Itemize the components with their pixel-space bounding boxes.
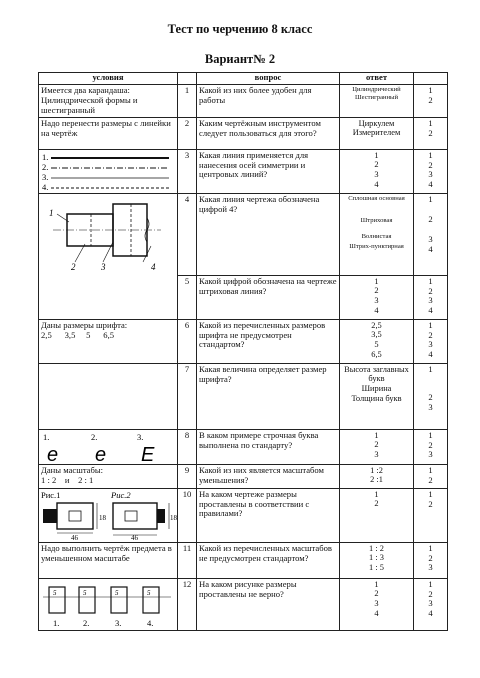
answer-option: 1 <box>374 276 379 286</box>
table-header-row <box>39 73 448 85</box>
answer-option: Цилиндрический <box>352 86 401 93</box>
condition-cell: Надо перенести размеры с линейки на чертёж <box>39 117 178 149</box>
answer-code[interactable]: 4 <box>428 608 433 619</box>
question-cell: В каком примере строчная буква выполнена по стандарту? <box>197 429 340 464</box>
question-cell: Какой из перечисленных размеров шрифта не предусмотрен стандартом? <box>197 319 340 363</box>
answer-option: Толщина букв <box>351 393 402 403</box>
answer-code[interactable]: 2 <box>428 285 433 296</box>
table-row <box>39 149 448 193</box>
question-number: 3 <box>178 149 197 193</box>
answer-option: 1 <box>374 579 379 589</box>
leader-label: 2 <box>71 261 76 272</box>
answer-option: Штрих-пунктирная <box>349 242 404 250</box>
question-number: 9 <box>178 464 197 488</box>
figure-label: 4. <box>147 617 154 628</box>
table-row <box>39 363 448 429</box>
answer-code[interactable]: 4 <box>428 349 433 360</box>
answer-code[interactable]: 2 <box>428 213 433 224</box>
answer-option: 1 : 2 <box>369 543 384 553</box>
table-row <box>39 464 448 488</box>
answer-option: 1 : 5 <box>369 562 384 572</box>
answer-cell <box>340 488 414 542</box>
dimension-label: 5 <box>83 588 87 597</box>
answer-option: 3 <box>374 449 379 459</box>
line-label: 4. <box>42 181 49 191</box>
answer-option: Ширина <box>361 383 392 393</box>
answer-option: 4 <box>374 608 379 618</box>
table-row <box>39 578 448 630</box>
code-cell <box>414 464 448 488</box>
answer-option: 2 <box>374 589 379 599</box>
answer-option: 2 <box>374 286 379 296</box>
condition-cell <box>39 149 178 193</box>
answer-code[interactable]: 2 <box>428 159 433 170</box>
code-cell <box>414 193 448 275</box>
condition-values: 2,5 3,5 5 6,5 <box>41 329 115 340</box>
dimension-label: 5 <box>53 588 57 597</box>
answer-code[interactable]: 2 <box>428 474 433 485</box>
question-cell: Каким чертёжным инструментом следует пользоваться для этого? <box>197 117 340 149</box>
question-number: 7 <box>178 363 197 429</box>
sample-letter: е <box>95 443 107 463</box>
figure-label: 3. <box>115 617 122 628</box>
code-cell <box>414 542 448 578</box>
header-answer: ответ <box>340 73 414 85</box>
answer-option: 4 <box>374 305 379 315</box>
answer-option: Сплошная основная <box>348 194 405 202</box>
answer-cell <box>340 363 414 429</box>
answer-code[interactable]: 3 <box>428 449 433 460</box>
question-number: 8 <box>178 429 197 464</box>
condition-cell <box>39 578 178 630</box>
question-cell: Какая величина определяет размер шрифта? <box>197 363 340 429</box>
answer-code[interactable]: 2 <box>428 588 433 599</box>
sample-letter: Е <box>141 443 155 463</box>
answer-code[interactable]: 1 <box>428 193 433 204</box>
code-cell <box>414 488 448 542</box>
condition-values: 1 : 2 и 2 : 1 <box>41 474 94 485</box>
question-cell: Какой из перечисленных масштабов не предусмотрен стандартом? <box>197 542 340 578</box>
table-row <box>39 117 448 149</box>
answer-option: 1 : 3 <box>369 553 384 563</box>
answer-option: Волнистая <box>361 232 392 240</box>
page-title: Тест по черчению 8 класс <box>167 22 313 36</box>
answer-code[interactable]: 4 <box>428 179 433 190</box>
figure-label: 1. <box>53 617 60 628</box>
answer-code[interactable]: 3 <box>428 401 433 412</box>
sample-label: 3. <box>137 431 144 442</box>
question-number: 2 <box>178 117 197 149</box>
answer-option: 1 <box>374 430 379 440</box>
line-label: 1. <box>42 151 49 162</box>
question-number: 1 <box>178 85 197 118</box>
answer-code[interactable]: 2 <box>428 498 433 509</box>
answer-code[interactable]: 1 <box>428 429 433 440</box>
answer-code[interactable]: 4 <box>428 243 433 254</box>
question-cell: На каком рисунке размеры проставлены не верно? <box>197 578 340 630</box>
answer-option: Шестигранный <box>354 93 399 101</box>
variant-title: Вариант№ 2 <box>204 52 276 66</box>
question-cell: На каком чертеже размеры проставлены в соответствии с правилами? <box>197 488 340 542</box>
table-row <box>39 193 448 275</box>
code-cell <box>414 117 448 149</box>
leader-label: 3 <box>101 261 106 272</box>
condition-cell: Имеется два карандаша: Цилиндрической формы и шестигранный <box>39 85 178 118</box>
answer-cell <box>340 542 414 578</box>
test-table <box>38 72 448 631</box>
code-cell <box>414 85 448 118</box>
answer-code[interactable]: 4 <box>428 305 433 316</box>
line-types-figure <box>41 151 175 191</box>
question-cell: Какая линия чертежа обозначена цифрой 4? <box>197 193 340 275</box>
answer-cell <box>340 85 414 118</box>
figure-label: Рис.1 <box>41 489 61 500</box>
answer-option: 1 :2 <box>370 465 383 475</box>
code-cell <box>414 275 448 319</box>
answer-option: 3 <box>374 295 379 305</box>
answer-code[interactable]: 3 <box>428 562 433 573</box>
dimension-figures <box>39 489 177 541</box>
answer-code[interactable]: 2 <box>428 94 433 105</box>
condition-cell <box>39 429 178 464</box>
leader-label: 4 <box>151 261 156 272</box>
question-cell: Какой из них более удобен для работы <box>197 85 340 118</box>
table-row <box>39 429 448 464</box>
answer-cell <box>340 117 414 149</box>
leader-label: 1 <box>49 207 54 218</box>
dimension-label: 18 <box>170 513 177 522</box>
answer-code[interactable]: 1 <box>428 488 433 499</box>
condition-cell <box>39 464 178 488</box>
figure-label: 2. <box>83 617 90 628</box>
answer-code[interactable]: 3 <box>428 169 433 180</box>
sample-letter: е <box>47 443 59 463</box>
answer-option: 2 <box>374 160 379 170</box>
answer-code[interactable]: 1 <box>428 319 433 330</box>
answer-code[interactable]: 2 <box>428 391 433 402</box>
table-row <box>39 488 448 542</box>
answer-code[interactable]: 2 <box>428 552 433 563</box>
condition-cell <box>39 488 178 542</box>
answer-code[interactable]: 1 <box>428 578 433 589</box>
condition-cell <box>39 193 178 319</box>
condition-text: Даны масштабы: <box>41 464 104 475</box>
answer-cell <box>340 275 414 319</box>
code-cell <box>414 149 448 193</box>
answer-option: Измерителем <box>352 128 401 138</box>
dimension-label: 46 <box>71 533 78 541</box>
answer-option: 2 <box>374 499 379 509</box>
line-label: 3. <box>42 171 49 182</box>
dimension-label: 5 <box>147 588 151 597</box>
code-cell <box>414 319 448 363</box>
question-number: 4 <box>178 193 197 275</box>
answer-option: 1 <box>374 150 379 160</box>
answer-option: 4 <box>374 179 379 189</box>
answer-code[interactable]: 3 <box>428 295 433 306</box>
header-question: вопрос <box>197 73 340 85</box>
answer-code[interactable]: 1 <box>428 117 433 128</box>
answer-code[interactable]: 1 <box>428 363 433 374</box>
condition-cell <box>39 363 178 429</box>
letter-samples-figure <box>41 431 175 463</box>
answer-option: Циркулем <box>358 118 395 128</box>
answer-code[interactable]: 2 <box>428 439 433 450</box>
question-number: 11 <box>178 542 197 578</box>
header-code <box>414 73 448 85</box>
answer-code[interactable]: 3 <box>428 339 433 350</box>
condition-cell <box>39 319 178 363</box>
answer-code[interactable]: 1 <box>428 464 433 475</box>
answer-option: 1 <box>374 489 379 499</box>
answer-code[interactable]: 1 <box>428 85 433 95</box>
answer-cell <box>340 429 414 464</box>
answer-cell <box>340 193 414 275</box>
answer-option: 2 :1 <box>370 475 383 485</box>
question-number: 12 <box>178 578 197 630</box>
question-number: 5 <box>178 275 197 319</box>
condition-text: Даны размеры шрифта: <box>41 319 128 330</box>
answer-code[interactable]: 1 <box>428 542 433 553</box>
condition-cell: Надо выполнить чертёж предмета в уменьшенном масштабе <box>39 542 178 578</box>
code-cell <box>414 363 448 429</box>
answer-cell <box>340 578 414 630</box>
answer-code[interactable]: 3 <box>428 598 433 609</box>
answer-option: 2,5 <box>371 320 382 330</box>
answer-code[interactable]: 3 <box>428 233 433 244</box>
answer-code[interactable]: 1 <box>428 149 433 160</box>
dimension-label: 46 <box>131 533 138 541</box>
dimension-label: 5 <box>115 588 119 597</box>
answer-option: Высота заглавных букв <box>344 364 409 384</box>
sample-label: 2. <box>91 431 98 442</box>
question-number: 6 <box>178 319 197 363</box>
answer-code[interactable]: 2 <box>428 127 433 138</box>
question-cell: Какой из них является масштабом уменьшения? <box>197 464 340 488</box>
question-cell: Какой цифрой обозначена на чертеже штриховая линия? <box>197 275 340 319</box>
table-row <box>39 85 448 118</box>
question-number: 10 <box>178 488 197 542</box>
table-row <box>39 542 448 578</box>
code-cell <box>414 429 448 464</box>
header-conditions: условия <box>39 73 178 85</box>
answer-option: Штриховая <box>360 216 393 224</box>
dimension-label: 18 <box>99 513 106 522</box>
answer-cell <box>340 319 414 363</box>
answer-cell <box>340 149 414 193</box>
answer-option: 2 <box>374 440 379 450</box>
answer-option: 3,5 <box>371 330 382 340</box>
answer-option: 5 <box>374 339 379 349</box>
code-cell <box>414 578 448 630</box>
answer-code[interactable]: 1 <box>428 275 433 286</box>
line-label: 2. <box>42 161 49 172</box>
header-number <box>178 73 197 85</box>
answer-cell <box>340 464 414 488</box>
dimension-variants-figure <box>39 579 177 629</box>
answer-option: 6,5 <box>371 349 382 359</box>
question-cell: Какая линия применяется для нанесения осей симметрии и центровых линий? <box>197 149 340 193</box>
answer-option: 3 <box>374 169 379 179</box>
part-drawing-figure <box>39 194 177 284</box>
sample-label: 1. <box>43 431 50 442</box>
answer-option: 3 <box>374 598 379 608</box>
answer-code[interactable]: 2 <box>428 329 433 340</box>
figure-label: Рис.2 <box>111 489 131 500</box>
table-row <box>39 319 448 363</box>
